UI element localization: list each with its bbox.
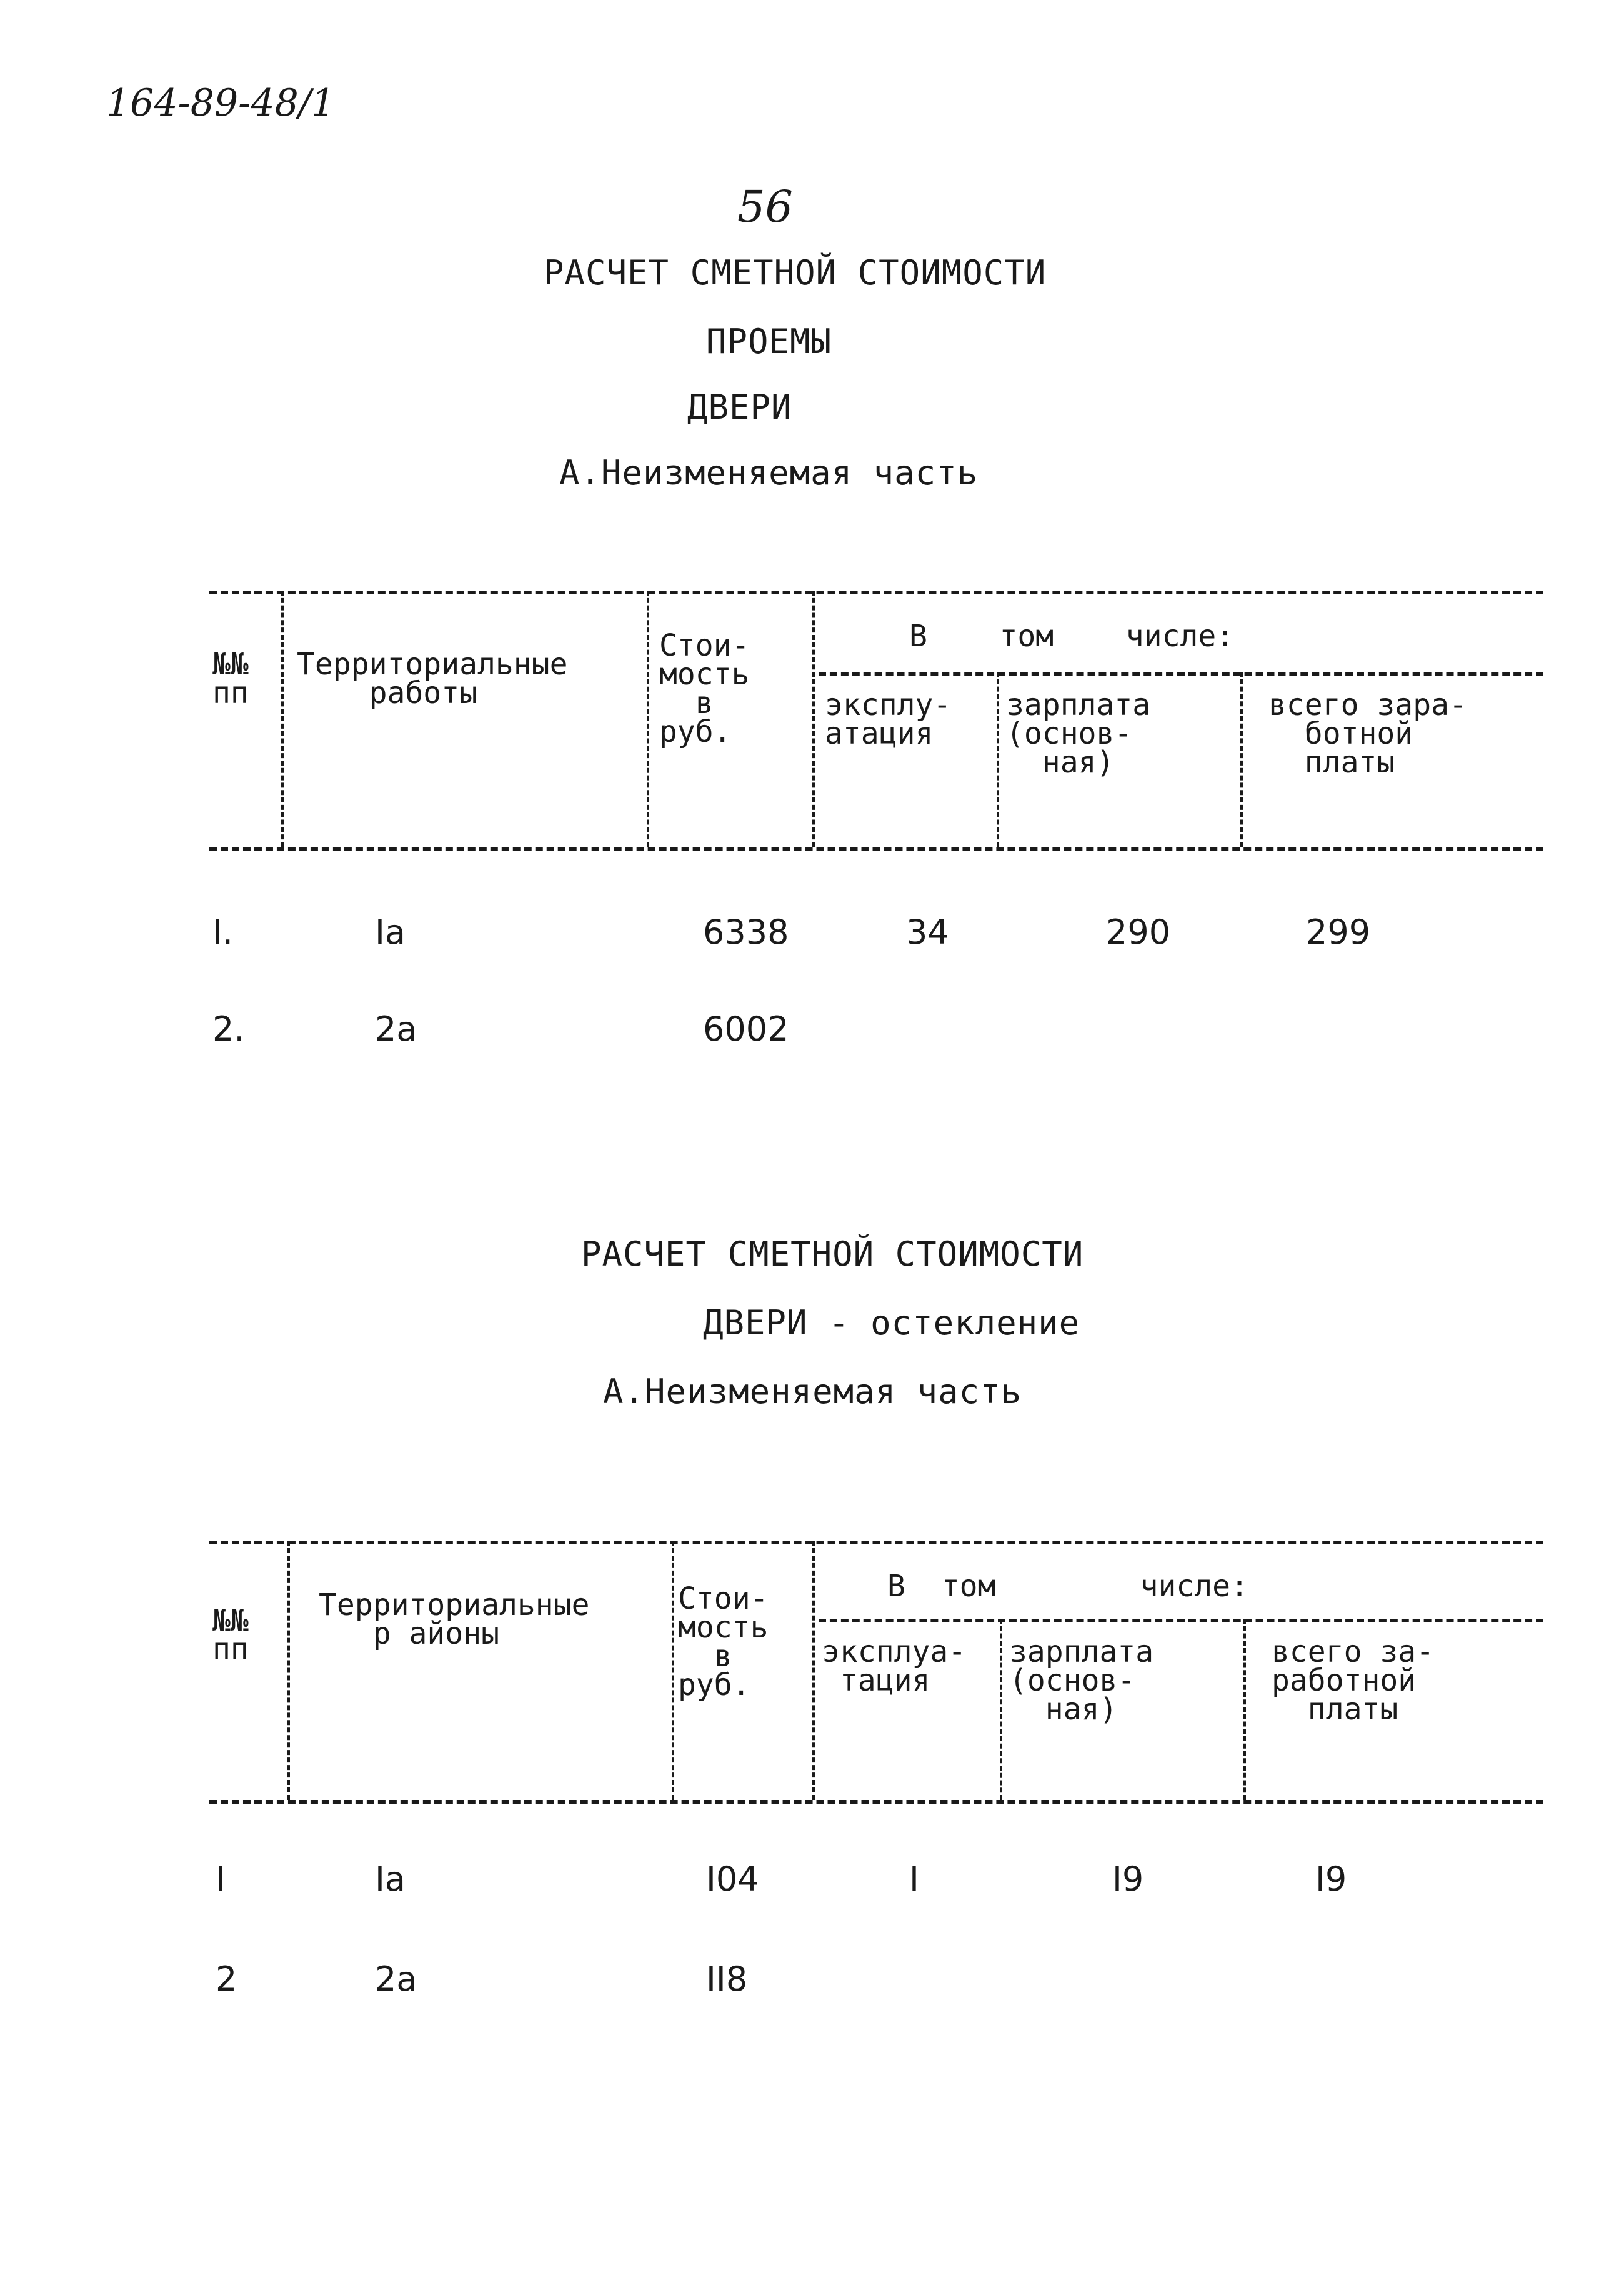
header-including: В том числе:: [887, 1569, 1248, 1604]
column-divider: [672, 1541, 674, 1800]
column-divider: [287, 1541, 290, 1800]
header-exploitation: эксплуа- тация: [822, 1634, 967, 1698]
row-exploitation: 34: [906, 912, 949, 952]
row-territory: Iа: [375, 912, 406, 952]
section-part-label: А.Неизменяемая часть: [603, 1372, 1022, 1411]
row-number: I: [216, 1859, 226, 1899]
column-divider: [1240, 672, 1243, 847]
column-divider: [281, 591, 284, 847]
header-cost: Стои- мость в руб.: [659, 628, 750, 749]
header-including: В том числе:: [909, 619, 1235, 654]
header-wage-base: зарплата (основ- ная): [1009, 1634, 1154, 1727]
row-wage-total: 299: [1306, 912, 1371, 952]
header-wage-total: всего зара- ботной платы: [1268, 687, 1467, 780]
column-divider: [1000, 1619, 1002, 1800]
section-subtitle: ДВЕРИ - остекление: [703, 1303, 1080, 1342]
column-divider: [647, 591, 649, 847]
row-number: I.: [212, 912, 234, 952]
row-number: 2: [216, 1959, 237, 1999]
section-title: РАСЧЕТ СМЕТНОЙ СТОИМОСТИ: [581, 1234, 1084, 1274]
row-cost: 6338: [703, 912, 789, 952]
header-territory: Территориальные работы: [297, 647, 568, 711]
header-number: №№ пп: [212, 647, 249, 711]
header-exploitation: эксплу- атация: [825, 687, 952, 751]
section-part-label: А.Неизменяемая часть: [559, 453, 979, 492]
section-subtitle-doors: ДВЕРИ: [687, 387, 792, 427]
row-cost: II8: [706, 1959, 748, 1999]
row-territory: 2а: [375, 1009, 417, 1049]
row-wage-total: I9: [1315, 1859, 1347, 1899]
header-number: №№ пп: [212, 1603, 249, 1667]
header-bottom-rule: [209, 847, 1543, 851]
row-number: 2.: [212, 1009, 245, 1049]
header-cost: Стои- мость в руб.: [678, 1581, 769, 1702]
row-territory: 2а: [375, 1959, 417, 1999]
table-top-rule: [209, 1541, 1543, 1544]
document-code: 164-89-48/1: [106, 81, 336, 125]
header-territory: Территориальные р айоны: [319, 1587, 590, 1651]
column-divider: [1243, 1619, 1246, 1800]
header-wage-base: зарплата (основ- ная): [1006, 687, 1151, 780]
column-divider: [812, 591, 815, 847]
row-exploitation: I: [909, 1859, 919, 1899]
row-cost: 6002: [703, 1009, 789, 1049]
header-split-rule: [819, 1619, 1543, 1622]
row-wage-base: I9: [1112, 1859, 1144, 1899]
table-top-rule: [209, 591, 1543, 594]
row-cost: I04: [706, 1859, 759, 1899]
header-split-rule: [819, 672, 1543, 676]
header-bottom-rule: [209, 1800, 1543, 1804]
page-number: 56: [737, 181, 794, 232]
row-wage-base: 290: [1106, 912, 1171, 952]
column-divider: [997, 672, 999, 847]
column-divider: [812, 1541, 815, 1800]
row-territory: Iа: [375, 1859, 406, 1899]
section-subtitle-openings: ПРОЕМЫ: [706, 322, 832, 361]
header-wage-total: всего за- работной платы: [1272, 1634, 1435, 1727]
section-title: РАСЧЕТ СМЕТНОЙ СТОИМОСТИ: [544, 253, 1047, 292]
